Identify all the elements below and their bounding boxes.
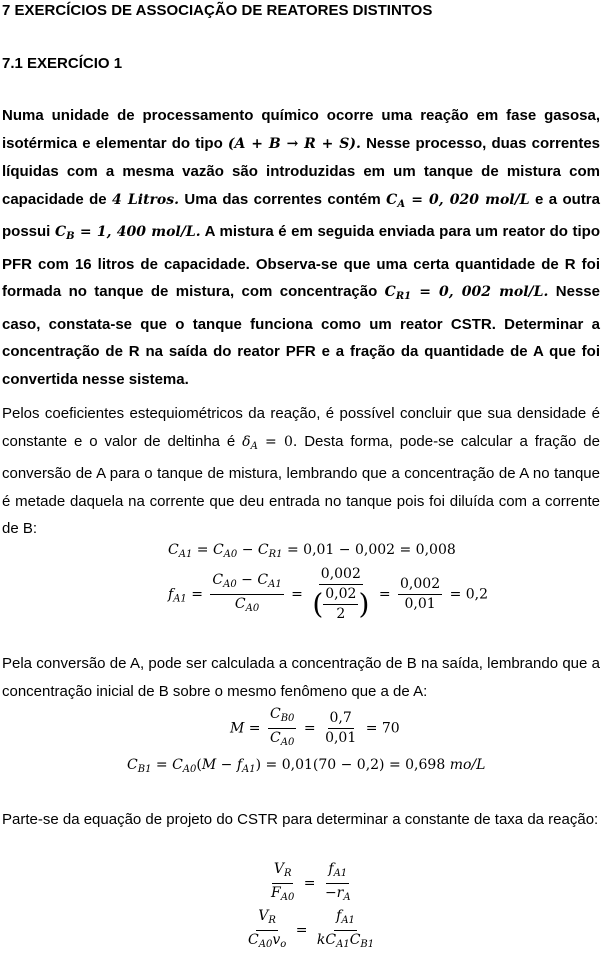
equation-rate-constant: $\frac{V_R}{C_{A0}v_o}$ = $\frac{f_{A1}}{kC_{A1}C_{B1}}$ <box>248 908 375 950</box>
equation-m: M = $\frac{C_{B0}}{C_{A0}}$ = $\frac{0,7}{0,01}$ = 70 <box>230 706 400 748</box>
problem-text-6: Nesse caso, constata-se que o tanque funciona como um reator CSTR. Determinar a concentração de R na saída do reator PFR e a fração da quantidade de A que foi convertida nesse sistema. <box>2 283 600 388</box>
equation-fa1: $f_{A1}$ = $\frac{C_{A0} - C_{A1}}{C_{A0}}$ = 0,002 ( $\frac{0,02}{2}$ ) = $\frac{0,002}{0,01}$ = 0,2 <box>168 566 489 622</box>
equation-ca1: $C_{A1} = C_{A0} - C_{R1} = 0,01 - 0,002 = 0,008$ <box>168 542 456 560</box>
cb-value: $C_B = 1$, 400 mol/L. <box>54 224 201 242</box>
solution-paragraph-1: Pelos coeficientes estequiométricos da reação, é possível concluir que sua densidade é constante e o valor de deltinha é $\delta_A = 0$. Desta forma, pode-se calcular a fração de conversão de A para o tanque de mistura, lembrando que a concentração de A no tanque é metade daquela na corrente que deu entrada no tanque pois foi diluída com a corrente de B: <box>2 405 600 537</box>
reaction-formula: (A + B → R + S). <box>227 135 361 152</box>
solution-paragraph-2: Pela conversão de A, pode ser calculada a concentração de B na saída, lembrando que a concentração inicial de B sobre o mesmo fenômeno que a de A: <box>2 655 600 700</box>
volume-value: 4 Litros. <box>112 191 180 208</box>
equation-cb1: $C_{B1} = C_{A0}(M - f_{A1}) = 0,01(70 - 0,2) = 0,698$ mo/L <box>127 757 486 775</box>
cr-value: $C_{R1} = 0$, 002 mol/L. <box>384 284 549 302</box>
section-title: 7 EXERCÍCIOS DE ASSOCIAÇÃO DE REATORES DISTINTOS <box>2 2 433 19</box>
ca-value: $C_A = 0$, 020 mol/L <box>386 191 530 210</box>
problem-statement <box>2 102 600 393</box>
solution-paragraph-3: Parte-se da equação de projeto do CSTR para determinar a constante de taxa da reação: <box>2 811 599 828</box>
problem-text-1: Numa unidade de processamento químico ocorre uma reação em fase gasosa, isotérmica e elementar do tipo <box>2 107 600 152</box>
problem-text-2: Nesse processo, duas correntes líquidas com a mesma vazão são introduzidas em um tanque de mistura com capacidade de <box>2 134 601 208</box>
problem-text-3: Uma das correntes contém <box>179 190 387 208</box>
subsection-title: 7.1 EXERCÍCIO 1 <box>2 55 123 72</box>
delta-value: $\delta_A = 0$. <box>242 433 298 452</box>
problem-text-5: A mistura é em seguida enviada para um reator do tipo PFR com 16 litros de capacidade. Observa-se que uma certa quantidade de R foi formada no tanque de mistura, com concentração <box>2 223 601 300</box>
equation-cstr-design: $\frac{V_R}{F_{A0}}$ = $\frac{f_{A1}}{-r_A}$ <box>271 861 351 903</box>
problem-text-4: e a outra possui <box>2 190 600 240</box>
